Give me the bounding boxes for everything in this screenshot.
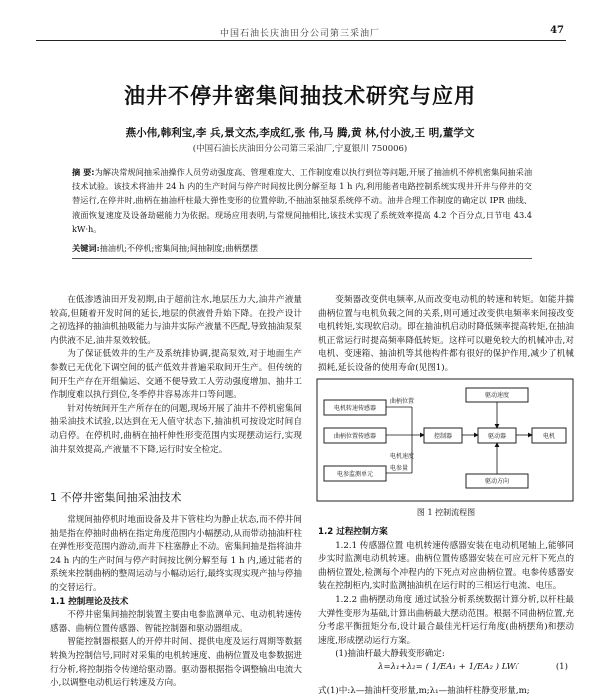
paragraph: 在低渗透油田开发初期,由于超前注水,地层压力大,油井产液量较高,但随着开发时间的延长,地层的供液骨升始下降。在投产设计之初选择的抽油机抽吸能力与油井实际产液量不匹配,导致抽油泵泵内供液不足,油井泵效较低。 — [50, 295, 302, 346]
equation-explanation: 式(1)中:λ—抽油杆变形量,m;λ₁—抽油杆柱静变形量,m; — [318, 686, 530, 696]
drive-speed-label: 驱动速度 — [484, 392, 510, 399]
paragraph: 智能控制器根据人的开停井时间、提供电度及运行周期等数据转换为控制信号,同时对采集的电机转速度、曲柄位置及电参数据进行分析,将控制指令传递给驱动器。驱动器根据指令调整输出电流大小,以调整电动机运行转速及方向。 — [50, 637, 302, 689]
drive-direction-label: 驱动方向 — [484, 478, 510, 485]
control-flowchart-figure — [316, 378, 574, 502]
equation-number: (1) — [555, 662, 568, 672]
abstract — [72, 165, 532, 236]
electric-param-unit-label: 电参监测单元 — [336, 471, 374, 478]
paragraph: 1.2.2 曲柄摆动角度 通过试验分析系统数据计算分析,以杆柱最大弹性变形为基础,计算出曲柄最大摆动范围。根据不同曲柄位置,充分考虑平衡扭矩分布,设计最合最佳光杆运行角度(曲柄摆角)和摆动速度,形成摆动运行方案。 — [318, 594, 574, 646]
right-column-intro — [318, 294, 574, 376]
subsection-heading-1-1: 1.1 控制理论及技术 — [50, 596, 129, 607]
paper-title: 油井不停井密集间抽技术研究与应用 — [124, 84, 476, 108]
journal-name: 中国石油长庆油田分公司第三采油厂 — [219, 29, 380, 39]
figure-caption: 图 1 控制流程图 — [416, 508, 476, 517]
paragraph: 为了保证低效井的生产及系统排协调,提高泵效,对于地面生产参数已无优化下调空间的低产低效井普遍采取间开生产。但传统的间开生产存在开组偏运、交通不便导致工人劳动强度增加、抽井工作制度难以执行到位,冬季停井容易冻井口等问题。 — [50, 349, 302, 401]
crank-position-sensor-label: 曲柄位置传感器 — [333, 433, 377, 440]
right-column-process-control — [318, 526, 574, 662]
abstract-text: 为解决常规间抽采油操作人员劳动强度高、管理难度大、工作制度难以执行到位等问题,开展了抽油机不停机密集间抽采油技术试验。该技术将油井 24 h 内的生产时间与停产时间按比例分解至每 1 h 内,利用能者电路控制系统实现井开井与停井的交替运行,在停井时,曲柄在抽油杆柱最大弹性变形的位置停助,不抽油泵抽泵系统停不动。油井合理工作制度的确定以 IPR 曲线、液面恢复速度及设备劫磁能力为依据。现场应用表明,与常规间抽相比,该技术实现了系统效率提高 4.2 个百分点,日节电 43.4 kW·h。 — [72, 167, 533, 234]
keywords-label: 关键词: — [72, 243, 100, 253]
keywords — [72, 243, 532, 254]
left-column-section1 — [50, 514, 302, 691]
controller-label: 控制器 — [433, 433, 453, 440]
page-number: 47 — [550, 25, 564, 36]
equation-expression: λ=λ₁+λ₂= ( 1/EA₁ + 1/EA₂ ) LWᵢ′ — [378, 662, 520, 672]
electric-params-signal-label: 电参量 — [390, 465, 409, 472]
driver-label: 驱动器 — [487, 433, 507, 440]
motor-speed-sensor-label: 电机转速传感器 — [333, 405, 377, 412]
abstract-divider — [72, 258, 532, 259]
motor-speed-signal-label: 电机速度 — [390, 453, 415, 460]
paragraph: (1)抽油杆最大静载变形确定: — [335, 649, 445, 660]
running-header — [0, 0, 600, 38]
paragraph: 不停井密集间抽控制装置主要由电参监测单元、电动机转速传感器、曲柄位置传感器、智能控制器和驱动器组成。 — [50, 610, 302, 634]
abstract-label: 摘 要: — [72, 167, 95, 177]
subsection-heading-1-2: 1.2 过程控制方案 — [318, 527, 388, 537]
motor-label: 电机 — [542, 433, 556, 440]
paragraph: 常规间抽停机时地面设备及井下管柱均为静止状态,而不停井间抽是指在停抽时曲柄在指定角度范围内小幅摆动,从而带动抽油杆柱在弹性形变范围内游动,而井下柱塞静止不动。密集间抽是指将油井 24 h 内的生产时间与停产时间按比例分解至每 1 h 内,通过能者的系统来控制曲柄的整周运动与小幅动运行,最终实现实现产抽与停抽的交替运行。 — [50, 515, 302, 593]
header-rule — [36, 40, 566, 41]
paragraph: 变频器改变供电频率,从而改变电动机的转速和转矩。如能并揣曲柄位置与电机负载之间的关系,则可通过改变供电频率来间接改变电机转矩,实现软启动。即在抽油机启动时降低频率提高转矩,在抽油机正常运行时提高频率降低转矩。这样可以避免较大的机械冲击,对电机、变速箱、抽油机等其他构件都有很好的保护作用,减少了机械损耗,延长设备的使用寿命(见图1)。 — [318, 295, 574, 373]
left-column-intro — [50, 294, 302, 457]
section-heading-1: 1 不停井密集间抽采油技术 — [50, 491, 182, 504]
crank-position-signal-label: 曲柄位置 — [390, 398, 415, 405]
author-list: 燕小伟,韩利宝,李 兵,景文杰,李成红,张 伟,马 腾,黄 林,付小波,王 明,董学文 — [125, 127, 475, 139]
paragraph: 1.2.1 传感器位置 电机转速传感器安装在电动机尾轴上,能够同步实时监测电动机转速。曲柄位置传感器安装在可应元杆下死点的曲柄位置处,检测每个冲程内的下死点对应曲柄位置。电参传感器安装在控制柜内,实时监测抽油机在运行时的三相运行电流、电压。 — [318, 540, 574, 592]
affiliation: (中国石油长庆油田分公司第三采油厂,宁夏银川 750006) — [192, 144, 408, 154]
paragraph: 针对传统间开生产所存在的问题,现场开展了油井不停机密集间抽采油技术试验,以达到在无人值守状态下,抽油机可按设定时间自动启停。在停机时,曲柄在抽杆伸性形变范围内实现摆动运行,实现油井泵效提高,产液量不下降,运行时安全检定。 — [50, 403, 302, 455]
keywords-text: 抽油机;不停机;密集间抽;间抽制度;曲柄摆摆 — [99, 243, 259, 253]
